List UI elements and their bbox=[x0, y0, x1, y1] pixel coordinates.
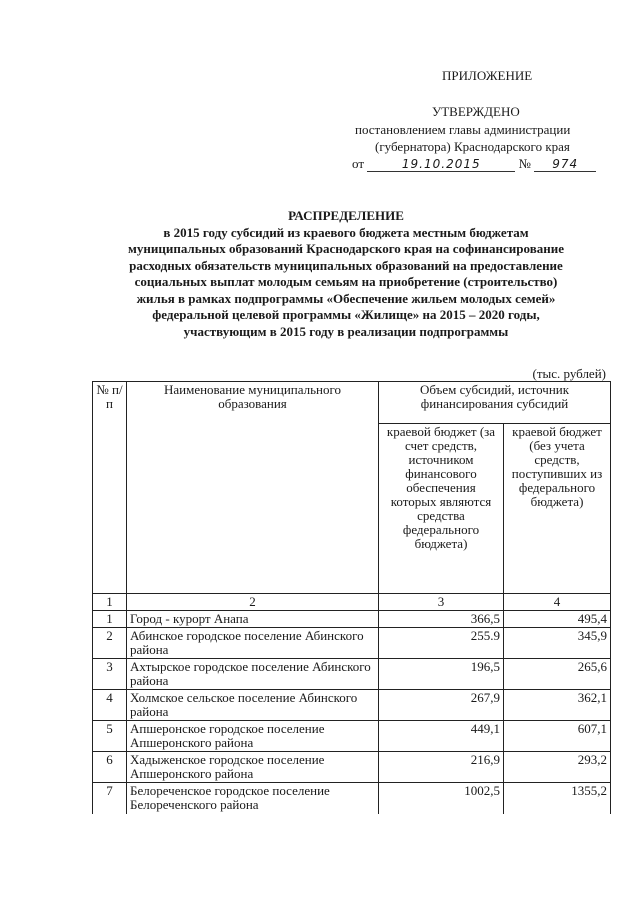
table-row bbox=[93, 611, 611, 628]
subsidy-table bbox=[92, 381, 611, 814]
row-value-a: 1002,5 bbox=[379, 783, 504, 814]
document-title bbox=[86, 208, 606, 340]
row-value-b: 607,1 bbox=[504, 721, 611, 752]
decree-number: 974 bbox=[534, 158, 596, 172]
title-line: федеральной целевой программы «Жилище» на 2015 – 2020 годы, bbox=[152, 307, 540, 322]
decree-line-1: постановлением главы администрации bbox=[355, 122, 571, 137]
row-number: 4 bbox=[93, 690, 127, 721]
row-name: Хадыженское городское поселение Апшеронского района bbox=[127, 752, 379, 783]
number-prefix: № bbox=[518, 156, 531, 171]
row-value-b: 293,2 bbox=[504, 752, 611, 783]
title-line: муниципальных образований Краснодарского края на софинансирование bbox=[128, 241, 564, 256]
index-cell: 1 bbox=[93, 594, 127, 611]
row-value-b: 1355,2 bbox=[504, 783, 611, 814]
row-number: 3 bbox=[93, 659, 127, 690]
index-cell: 4 bbox=[504, 594, 611, 611]
row-name: Белореченское городское поселение Белореченского района bbox=[127, 783, 379, 814]
row-name: Абинское городское поселение Абинского района bbox=[127, 628, 379, 659]
row-value-a: 255.9 bbox=[379, 628, 504, 659]
title-line: социальных выплат молодым семьям на приобретение (строительство) bbox=[134, 274, 558, 289]
row-name: Ахтырское городское поселение Абинского района bbox=[127, 659, 379, 690]
title-line: в 2015 году субсидий из краевого бюджета местным бюджетам bbox=[163, 224, 529, 240]
row-value-a: 449,1 bbox=[379, 721, 504, 752]
row-value-a: 196,5 bbox=[379, 659, 504, 690]
decree-date-line bbox=[352, 156, 596, 172]
row-value-b: 362,1 bbox=[504, 690, 611, 721]
row-value-a: 267,9 bbox=[379, 690, 504, 721]
row-value-b: 495,4 bbox=[504, 611, 611, 628]
header-subsidy-group: Объем субсидий, источник финансирования субсидий bbox=[379, 382, 611, 424]
row-value-a: 366,5 bbox=[379, 611, 504, 628]
table-row bbox=[93, 659, 611, 690]
table-row bbox=[93, 752, 611, 783]
header-name: Наименование муниципального образования bbox=[127, 382, 379, 594]
table-row bbox=[93, 628, 611, 659]
row-name: Холмское сельское поселение Абинского района bbox=[127, 690, 379, 721]
row-number: 2 bbox=[93, 628, 127, 659]
header-regional-own: краевой бюджет (без учета средств, поступивших из федерального бюджета) bbox=[504, 424, 611, 594]
table-row bbox=[93, 721, 611, 752]
date-prefix: от bbox=[352, 156, 365, 171]
row-number: 6 bbox=[93, 752, 127, 783]
decree-date: 19.10.2015 bbox=[367, 158, 515, 172]
index-cell: 2 bbox=[127, 594, 379, 611]
row-number: 1 bbox=[93, 611, 127, 628]
row-number: 7 bbox=[93, 783, 127, 814]
appendix-label: ПРИЛОЖЕНИЕ bbox=[442, 68, 533, 83]
row-value-a: 216,9 bbox=[379, 752, 504, 783]
table-row bbox=[93, 783, 611, 814]
row-value-b: 265,6 bbox=[504, 659, 611, 690]
header-regional-federal: краевой бюджет (за счет средств, источником финансового обеспечения которых являются средства федерального бюджета) bbox=[379, 424, 504, 594]
title-line: жилья в рамках подпрограммы «Обеспечение жильем молодых семей» bbox=[136, 290, 556, 306]
index-cell: 3 bbox=[379, 594, 504, 611]
row-name: Апшеронское городское поселение Апшеронского района bbox=[127, 721, 379, 752]
title-line: расходных обязательств муниципальных образований на предоставление bbox=[129, 257, 563, 273]
decree-line-2: (губернатора) Краснодарского края bbox=[375, 139, 570, 154]
approved-label: УТВЕРЖДЕНО bbox=[432, 104, 520, 119]
title-line: участвующим в 2015 году в реализации подпрограммы bbox=[183, 323, 509, 339]
units-label: (тыс. рублей) bbox=[532, 366, 606, 381]
header-number: № п/п bbox=[93, 382, 127, 594]
table-row bbox=[93, 690, 611, 721]
title-line: РАСПРЕДЕЛЕНИЕ bbox=[288, 208, 404, 223]
row-number: 5 bbox=[93, 721, 127, 752]
row-name: Город - курорт Анапа bbox=[127, 611, 379, 628]
row-value-b: 345,9 bbox=[504, 628, 611, 659]
